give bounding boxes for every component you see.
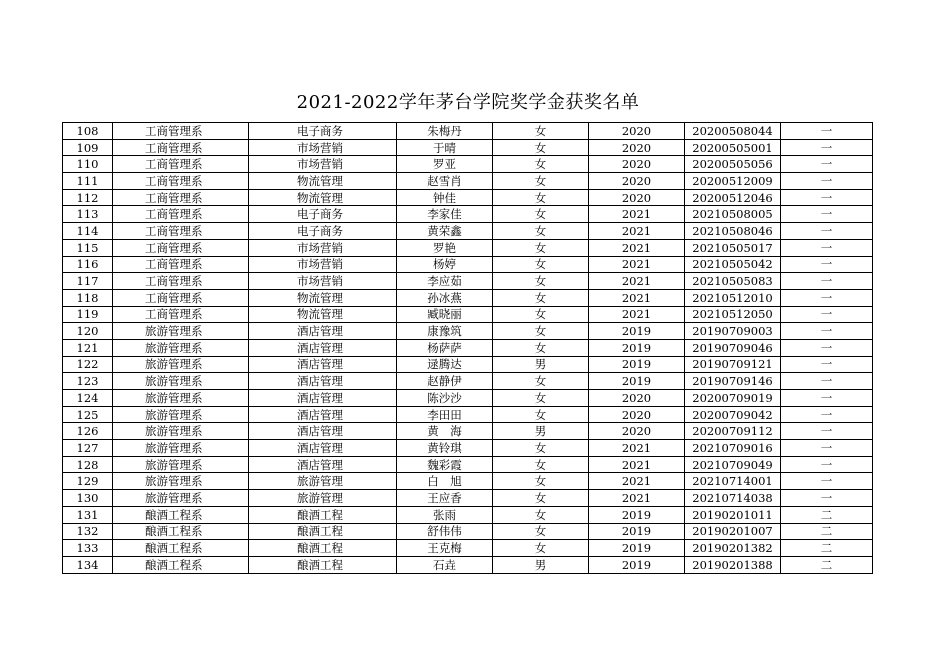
student-name-cell: 于晴 — [397, 139, 493, 156]
major-cell: 酿酒工程 — [249, 556, 397, 573]
page-title: 2021-2022学年茅台学院奖学金获奖名单 — [296, 92, 640, 113]
department-cell: 旅游管理系 — [113, 490, 249, 507]
enrollment-year-cell: 2021 — [589, 206, 685, 223]
department-cell: 工商管理系 — [113, 139, 249, 156]
department-cell: 酿酒工程系 — [113, 506, 249, 523]
award-level-cell: 一 — [781, 339, 873, 356]
gender-cell: 女 — [493, 156, 589, 173]
gender-cell: 女 — [493, 289, 589, 306]
enrollment-year-cell: 2019 — [589, 323, 685, 340]
student-id-cell: 20210505083 — [685, 273, 781, 290]
enrollment-year-cell: 2021 — [589, 223, 685, 240]
student-name-cell: 李家佳 — [397, 206, 493, 223]
student-id-cell: 20200709112 — [685, 423, 781, 440]
table-row — [63, 339, 873, 356]
scholarship-table — [62, 122, 873, 574]
award-level-cell: 一 — [781, 473, 873, 490]
department-cell: 工商管理系 — [113, 273, 249, 290]
major-cell: 物流管理 — [249, 306, 397, 323]
major-cell: 市场营销 — [249, 239, 397, 256]
student-name-cell: 陈沙沙 — [397, 390, 493, 407]
student-id-cell: 20190709146 — [685, 373, 781, 390]
enrollment-year-cell: 2020 — [589, 406, 685, 423]
student-name-cell: 李应茹 — [397, 273, 493, 290]
major-cell: 酒店管理 — [249, 456, 397, 473]
gender-cell: 女 — [493, 456, 589, 473]
student-name-cell: 王克梅 — [397, 540, 493, 557]
major-cell: 物流管理 — [249, 289, 397, 306]
gender-cell: 女 — [493, 256, 589, 273]
award-level-cell: 一 — [781, 406, 873, 423]
row-number-cell: 117 — [63, 273, 113, 290]
department-cell: 工商管理系 — [113, 173, 249, 190]
department-cell: 旅游管理系 — [113, 406, 249, 423]
gender-cell: 女 — [493, 306, 589, 323]
department-cell: 旅游管理系 — [113, 339, 249, 356]
student-id-cell: 20200508044 — [685, 123, 781, 140]
table-row — [63, 189, 873, 206]
table-row — [63, 456, 873, 473]
row-number-cell: 134 — [63, 556, 113, 573]
student-id-cell: 20210714001 — [685, 473, 781, 490]
enrollment-year-cell: 2019 — [589, 339, 685, 356]
award-level-cell: 一 — [781, 289, 873, 306]
award-level-cell: 一 — [781, 440, 873, 457]
award-level-cell: 一 — [781, 156, 873, 173]
table-row — [63, 423, 873, 440]
table-row — [63, 256, 873, 273]
row-number-cell: 118 — [63, 289, 113, 306]
enrollment-year-cell: 2019 — [589, 506, 685, 523]
department-cell: 旅游管理系 — [113, 323, 249, 340]
table-row — [63, 406, 873, 423]
award-level-cell: 一 — [781, 306, 873, 323]
table-row — [63, 139, 873, 156]
gender-cell: 女 — [493, 390, 589, 407]
table-body — [63, 123, 873, 574]
major-cell: 旅游管理 — [249, 473, 397, 490]
major-cell: 电子商务 — [249, 123, 397, 140]
gender-cell: 女 — [493, 473, 589, 490]
table-row — [63, 556, 873, 573]
enrollment-year-cell: 2020 — [589, 423, 685, 440]
student-name-cell: 孙冰燕 — [397, 289, 493, 306]
department-cell: 旅游管理系 — [113, 473, 249, 490]
award-level-cell: 一 — [781, 206, 873, 223]
department-cell: 酿酒工程系 — [113, 556, 249, 573]
student-name-cell: 魏彩霞 — [397, 456, 493, 473]
student-name-cell: 黄 海 — [397, 423, 493, 440]
major-cell: 市场营销 — [249, 256, 397, 273]
row-number-cell: 125 — [63, 406, 113, 423]
gender-cell: 女 — [493, 223, 589, 240]
enrollment-year-cell: 2020 — [589, 173, 685, 190]
award-level-cell: 一 — [781, 123, 873, 140]
major-cell: 酒店管理 — [249, 440, 397, 457]
row-number-cell: 132 — [63, 523, 113, 540]
gender-cell: 女 — [493, 323, 589, 340]
student-name-cell: 赵雪肖 — [397, 173, 493, 190]
department-cell: 旅游管理系 — [113, 423, 249, 440]
major-cell: 市场营销 — [249, 139, 397, 156]
table-row — [63, 373, 873, 390]
major-cell: 酿酒工程 — [249, 523, 397, 540]
department-cell: 旅游管理系 — [113, 356, 249, 373]
department-cell: 旅游管理系 — [113, 373, 249, 390]
row-number-cell: 123 — [63, 373, 113, 390]
enrollment-year-cell: 2020 — [589, 156, 685, 173]
gender-cell: 女 — [493, 273, 589, 290]
department-cell: 工商管理系 — [113, 156, 249, 173]
student-name-cell: 王应香 — [397, 490, 493, 507]
table-row — [63, 390, 873, 407]
department-cell: 工商管理系 — [113, 189, 249, 206]
gender-cell: 女 — [493, 506, 589, 523]
gender-cell: 女 — [493, 173, 589, 190]
student-id-cell: 20190709003 — [685, 323, 781, 340]
major-cell: 市场营销 — [249, 156, 397, 173]
major-cell: 酿酒工程 — [249, 540, 397, 557]
row-number-cell: 111 — [63, 173, 113, 190]
student-id-cell: 20200505056 — [685, 156, 781, 173]
gender-cell: 女 — [493, 406, 589, 423]
department-cell: 工商管理系 — [113, 306, 249, 323]
enrollment-year-cell: 2020 — [589, 139, 685, 156]
row-number-cell: 130 — [63, 490, 113, 507]
table-row — [63, 440, 873, 457]
enrollment-year-cell: 2021 — [589, 473, 685, 490]
student-id-cell: 20210508046 — [685, 223, 781, 240]
enrollment-year-cell: 2019 — [589, 356, 685, 373]
gender-cell: 男 — [493, 356, 589, 373]
student-name-cell: 杨萨萨 — [397, 339, 493, 356]
enrollment-year-cell: 2021 — [589, 456, 685, 473]
student-id-cell: 20210508005 — [685, 206, 781, 223]
student-name-cell: 罗亚 — [397, 156, 493, 173]
enrollment-year-cell: 2020 — [589, 189, 685, 206]
student-id-cell: 20210714038 — [685, 490, 781, 507]
table-row — [63, 356, 873, 373]
student-id-cell: 20210512010 — [685, 289, 781, 306]
gender-cell: 女 — [493, 239, 589, 256]
row-number-cell: 110 — [63, 156, 113, 173]
award-level-cell: 二 — [781, 523, 873, 540]
department-cell: 酿酒工程系 — [113, 523, 249, 540]
major-cell: 酒店管理 — [249, 373, 397, 390]
enrollment-year-cell: 2021 — [589, 440, 685, 457]
department-cell: 旅游管理系 — [113, 390, 249, 407]
enrollment-year-cell: 2019 — [589, 523, 685, 540]
gender-cell: 女 — [493, 373, 589, 390]
department-cell: 酿酒工程系 — [113, 540, 249, 557]
award-level-cell: 一 — [781, 373, 873, 390]
student-name-cell: 黄铃琪 — [397, 440, 493, 457]
student-name-cell: 石垚 — [397, 556, 493, 573]
row-number-cell: 120 — [63, 323, 113, 340]
award-level-cell: 二 — [781, 556, 873, 573]
table-row — [63, 239, 873, 256]
award-level-cell: 一 — [781, 239, 873, 256]
table-row — [63, 540, 873, 557]
student-id-cell: 20190201388 — [685, 556, 781, 573]
award-level-cell: 一 — [781, 356, 873, 373]
row-number-cell: 129 — [63, 473, 113, 490]
student-name-cell: 逯腾达 — [397, 356, 493, 373]
enrollment-year-cell: 2021 — [589, 256, 685, 273]
student-id-cell: 20200512009 — [685, 173, 781, 190]
enrollment-year-cell: 2019 — [589, 373, 685, 390]
department-cell: 工商管理系 — [113, 239, 249, 256]
student-id-cell: 20200709019 — [685, 390, 781, 407]
gender-cell: 女 — [493, 523, 589, 540]
row-number-cell: 126 — [63, 423, 113, 440]
student-id-cell: 20200709042 — [685, 406, 781, 423]
student-id-cell: 20190201011 — [685, 506, 781, 523]
department-cell: 旅游管理系 — [113, 440, 249, 457]
department-cell: 旅游管理系 — [113, 456, 249, 473]
gender-cell: 男 — [493, 556, 589, 573]
award-level-cell: 一 — [781, 323, 873, 340]
student-id-cell: 20190709121 — [685, 356, 781, 373]
major-cell: 电子商务 — [249, 206, 397, 223]
table-row — [63, 289, 873, 306]
major-cell: 酒店管理 — [249, 390, 397, 407]
student-name-cell: 臧晓丽 — [397, 306, 493, 323]
gender-cell: 女 — [493, 490, 589, 507]
major-cell: 酒店管理 — [249, 339, 397, 356]
student-name-cell: 舒伟伟 — [397, 523, 493, 540]
award-level-cell: 一 — [781, 223, 873, 240]
major-cell: 酒店管理 — [249, 406, 397, 423]
row-number-cell: 127 — [63, 440, 113, 457]
row-number-cell: 131 — [63, 506, 113, 523]
award-level-cell: 一 — [781, 173, 873, 190]
table-row — [63, 306, 873, 323]
row-number-cell: 113 — [63, 206, 113, 223]
enrollment-year-cell: 2021 — [589, 490, 685, 507]
major-cell: 市场营销 — [249, 273, 397, 290]
major-cell: 酿酒工程 — [249, 506, 397, 523]
award-level-cell: 二 — [781, 506, 873, 523]
major-cell: 酒店管理 — [249, 356, 397, 373]
award-level-cell: 一 — [781, 256, 873, 273]
student-id-cell: 20190201007 — [685, 523, 781, 540]
student-id-cell: 20200512046 — [685, 189, 781, 206]
student-name-cell: 朱梅丹 — [397, 123, 493, 140]
award-level-cell: 一 — [781, 390, 873, 407]
student-name-cell: 张雨 — [397, 506, 493, 523]
enrollment-year-cell: 2021 — [589, 273, 685, 290]
department-cell: 工商管理系 — [113, 256, 249, 273]
student-name-cell: 钟佳 — [397, 189, 493, 206]
enrollment-year-cell: 2021 — [589, 239, 685, 256]
award-level-cell: 二 — [781, 540, 873, 557]
gender-cell: 女 — [493, 440, 589, 457]
row-number-cell: 114 — [63, 223, 113, 240]
student-name-cell: 康豫筑 — [397, 323, 493, 340]
student-id-cell: 20210709049 — [685, 456, 781, 473]
row-number-cell: 119 — [63, 306, 113, 323]
enrollment-year-cell: 2021 — [589, 289, 685, 306]
student-name-cell: 罗艳 — [397, 239, 493, 256]
student-name-cell: 白 旭 — [397, 473, 493, 490]
row-number-cell: 112 — [63, 189, 113, 206]
table-row — [63, 273, 873, 290]
table-row — [63, 506, 873, 523]
gender-cell: 男 — [493, 423, 589, 440]
row-number-cell: 109 — [63, 139, 113, 156]
student-name-cell: 李田田 — [397, 406, 493, 423]
award-level-cell: 一 — [781, 490, 873, 507]
gender-cell: 女 — [493, 189, 589, 206]
row-number-cell: 124 — [63, 390, 113, 407]
award-level-cell: 一 — [781, 189, 873, 206]
table-row — [63, 223, 873, 240]
student-id-cell: 20210505017 — [685, 239, 781, 256]
student-id-cell: 20210709016 — [685, 440, 781, 457]
award-level-cell: 一 — [781, 456, 873, 473]
student-id-cell: 20190201382 — [685, 540, 781, 557]
department-cell: 工商管理系 — [113, 123, 249, 140]
table-row — [63, 523, 873, 540]
table-row — [63, 490, 873, 507]
award-level-cell: 一 — [781, 139, 873, 156]
department-cell: 工商管理系 — [113, 223, 249, 240]
major-cell: 旅游管理 — [249, 490, 397, 507]
major-cell: 电子商务 — [249, 223, 397, 240]
gender-cell: 女 — [493, 540, 589, 557]
enrollment-year-cell: 2021 — [589, 306, 685, 323]
major-cell: 酒店管理 — [249, 323, 397, 340]
major-cell: 酒店管理 — [249, 423, 397, 440]
gender-cell: 女 — [493, 339, 589, 356]
row-number-cell: 121 — [63, 339, 113, 356]
table-row — [63, 156, 873, 173]
student-id-cell: 20200505001 — [685, 139, 781, 156]
table-row — [63, 173, 873, 190]
row-number-cell: 133 — [63, 540, 113, 557]
table-row — [63, 123, 873, 140]
student-id-cell: 20210505042 — [685, 256, 781, 273]
enrollment-year-cell: 2020 — [589, 123, 685, 140]
table-row — [63, 323, 873, 340]
table-row — [63, 473, 873, 490]
row-number-cell: 116 — [63, 256, 113, 273]
row-number-cell: 122 — [63, 356, 113, 373]
row-number-cell: 128 — [63, 456, 113, 473]
enrollment-year-cell: 2019 — [589, 556, 685, 573]
student-id-cell: 20190709046 — [685, 339, 781, 356]
major-cell: 物流管理 — [249, 189, 397, 206]
department-cell: 工商管理系 — [113, 289, 249, 306]
gender-cell: 女 — [493, 206, 589, 223]
award-level-cell: 一 — [781, 423, 873, 440]
enrollment-year-cell: 2019 — [589, 540, 685, 557]
department-cell: 工商管理系 — [113, 206, 249, 223]
award-level-cell: 一 — [781, 273, 873, 290]
row-number-cell: 115 — [63, 239, 113, 256]
row-number-cell: 108 — [63, 123, 113, 140]
student-name-cell: 杨婷 — [397, 256, 493, 273]
table-row — [63, 206, 873, 223]
gender-cell: 女 — [493, 123, 589, 140]
student-id-cell: 20210512050 — [685, 306, 781, 323]
student-name-cell: 赵静伊 — [397, 373, 493, 390]
gender-cell: 女 — [493, 139, 589, 156]
student-name-cell: 黄荣鑫 — [397, 223, 493, 240]
major-cell: 物流管理 — [249, 173, 397, 190]
enrollment-year-cell: 2020 — [589, 390, 685, 407]
